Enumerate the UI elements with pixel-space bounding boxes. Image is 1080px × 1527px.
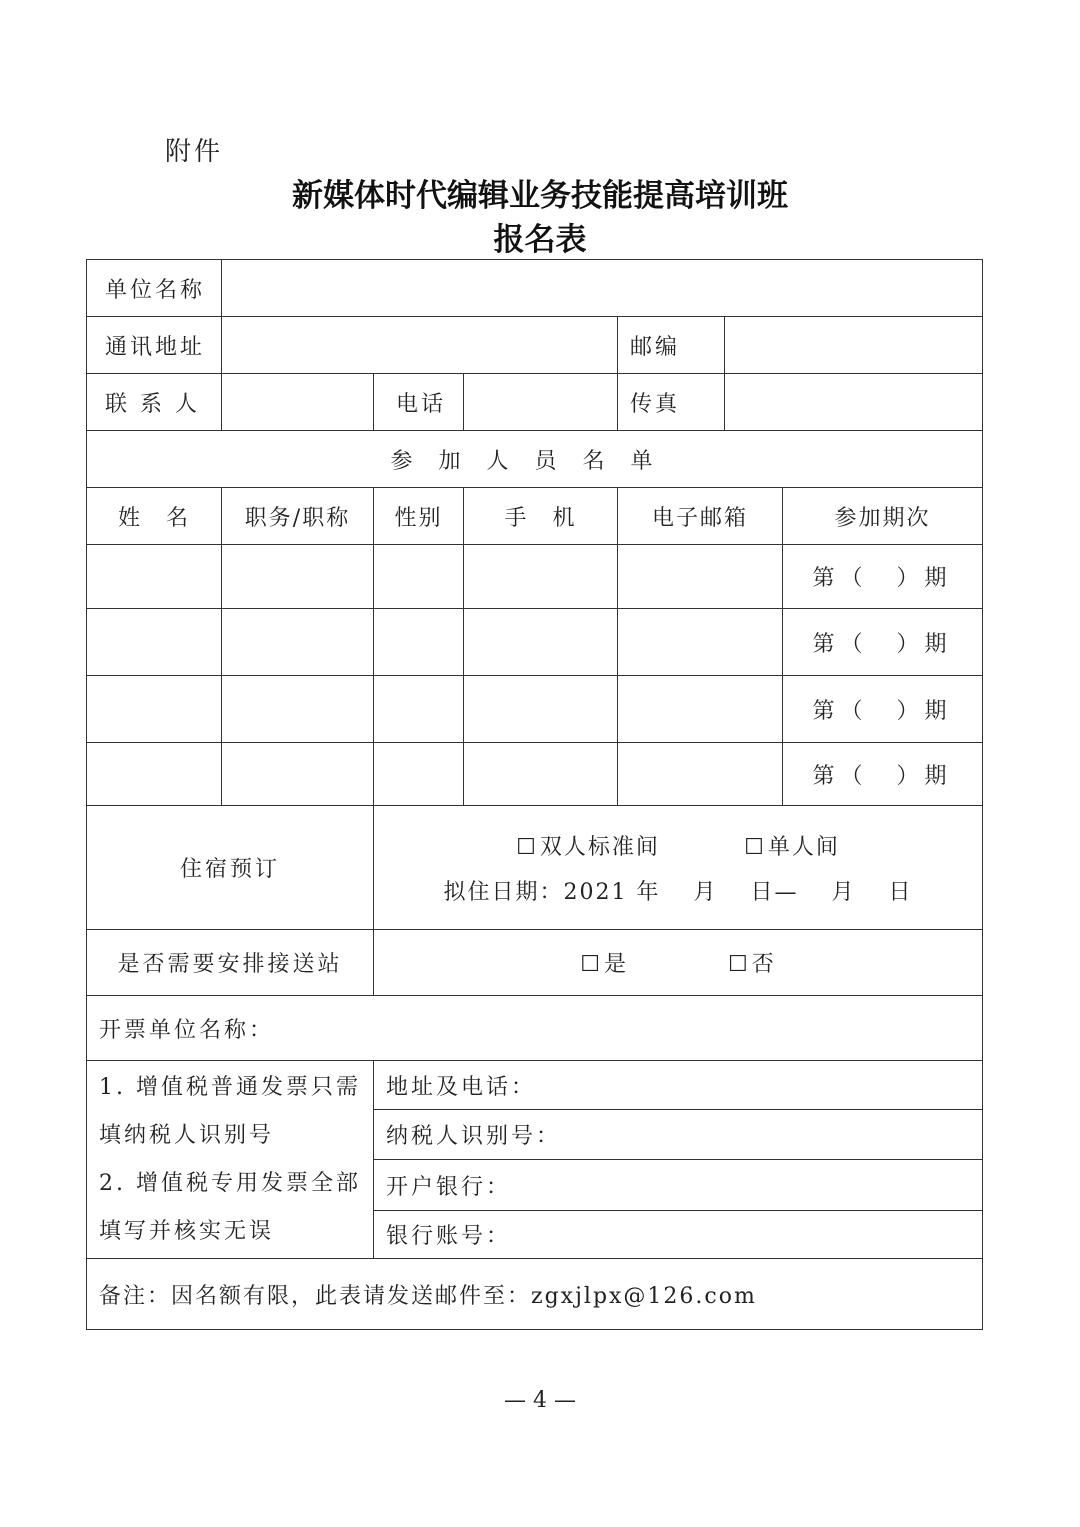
- col-mobile-header: 手 机: [464, 488, 618, 545]
- address-field[interactable]: [222, 317, 618, 374]
- participant-position-field[interactable]: [222, 545, 374, 609]
- invoice-tax-id-field[interactable]: 纳税人识别号：: [374, 1110, 983, 1160]
- phone-label: 电话: [374, 374, 464, 431]
- lodging-double-option[interactable]: ☐双人标准间: [516, 834, 660, 860]
- participant-name-field[interactable]: [87, 743, 222, 806]
- participant-gender-field[interactable]: [374, 609, 464, 676]
- checkbox-icon[interactable]: ☐: [580, 952, 603, 977]
- col-period-header: 参加期次: [783, 488, 983, 545]
- invoice-note-1: 1. 增值税普通发票只需填纳税人识别号: [99, 1074, 361, 1148]
- checkbox-icon[interactable]: ☐: [728, 952, 750, 977]
- contact-label: 联 系 人: [87, 374, 222, 431]
- invoice-address-phone-field[interactable]: 地址及电话：: [374, 1061, 983, 1110]
- fax-field[interactable]: [725, 374, 983, 431]
- invoice-bank-field[interactable]: 开户银行：: [374, 1160, 983, 1211]
- participant-row: [87, 743, 983, 806]
- participants-header-row: [87, 488, 983, 545]
- participant-name-field[interactable]: [87, 676, 222, 743]
- transfer-no-option[interactable]: ☐否: [728, 952, 776, 977]
- page-number: — 4 —: [504, 1388, 576, 1413]
- participant-period-field[interactable]: 第（ ）期: [783, 609, 983, 676]
- lodging-label: 住宿预订: [87, 806, 374, 930]
- attachment-label: 附件: [165, 137, 224, 167]
- phone-field[interactable]: [464, 374, 618, 431]
- participant-gender-field[interactable]: [374, 676, 464, 743]
- participant-period-field[interactable]: 第（ ）期: [783, 676, 983, 743]
- postcode-field[interactable]: [725, 317, 983, 374]
- checkbox-icon[interactable]: ☐: [744, 834, 766, 860]
- lodging-date-line[interactable]: 拟住日期：2021 年 月 日— 月 日: [443, 879, 913, 905]
- unit-name-label: 单位名称: [87, 260, 222, 317]
- checkbox-icon[interactable]: ☐: [516, 834, 538, 860]
- participant-name-field[interactable]: [87, 609, 222, 676]
- participant-period-field[interactable]: 第（ ）期: [783, 743, 983, 806]
- transfer-options: [374, 930, 983, 996]
- participant-position-field[interactable]: [222, 676, 374, 743]
- postcode-label: 邮编: [618, 317, 725, 374]
- fax-label: 传真: [618, 374, 725, 431]
- form-title: 新媒体时代编辑业务技能提高培训班: [292, 178, 788, 214]
- participant-position-field[interactable]: [222, 609, 374, 676]
- unit-name-field[interactable]: [222, 260, 983, 317]
- participant-email-field[interactable]: [618, 743, 783, 806]
- participant-row: [87, 609, 983, 676]
- col-gender-header: 性别: [374, 488, 464, 545]
- participant-mobile-field[interactable]: [464, 609, 618, 676]
- participant-mobile-field[interactable]: [464, 545, 618, 609]
- form-subtitle: 报名表: [493, 222, 587, 258]
- participant-email-field[interactable]: [618, 676, 783, 743]
- participants-heading: 参加人员名单: [87, 431, 983, 488]
- lodging-options: [374, 806, 983, 930]
- transfer-yes-option[interactable]: ☐是: [580, 952, 629, 977]
- participant-mobile-field[interactable]: [464, 743, 618, 806]
- participant-gender-field[interactable]: [374, 743, 464, 806]
- participant-gender-field[interactable]: [374, 545, 464, 609]
- invoice-title-field[interactable]: 开票单位名称：: [87, 996, 983, 1061]
- col-name-header: 姓 名: [87, 488, 222, 545]
- participant-row: [87, 676, 983, 743]
- participant-email-field[interactable]: [618, 545, 783, 609]
- invoice-notes: [87, 1061, 374, 1259]
- contact-field[interactable]: [222, 374, 374, 431]
- participant-period-field[interactable]: 第（ ）期: [783, 545, 983, 609]
- remark-note: 备注：因名额有限，此表请发送邮件至：zgxjlpx@126.com: [87, 1259, 983, 1330]
- participant-position-field[interactable]: [222, 743, 374, 806]
- transfer-label: 是否需要安排接送站: [87, 930, 374, 996]
- participant-row: [87, 545, 983, 609]
- invoice-account-field[interactable]: 银行账号：: [374, 1211, 983, 1259]
- address-label: 通讯地址: [87, 317, 222, 374]
- invoice-note-2: 2. 增值税专用发票全部填写并核实无误: [99, 1170, 361, 1244]
- participant-mobile-field[interactable]: [464, 676, 618, 743]
- col-email-header: 电子邮箱: [618, 488, 783, 545]
- participant-email-field[interactable]: [618, 609, 783, 676]
- lodging-single-option[interactable]: ☐单人间: [744, 834, 840, 860]
- registration-form-table: [86, 259, 983, 1330]
- col-position-header: 职务/职称: [222, 488, 374, 545]
- participant-name-field[interactable]: [87, 545, 222, 609]
